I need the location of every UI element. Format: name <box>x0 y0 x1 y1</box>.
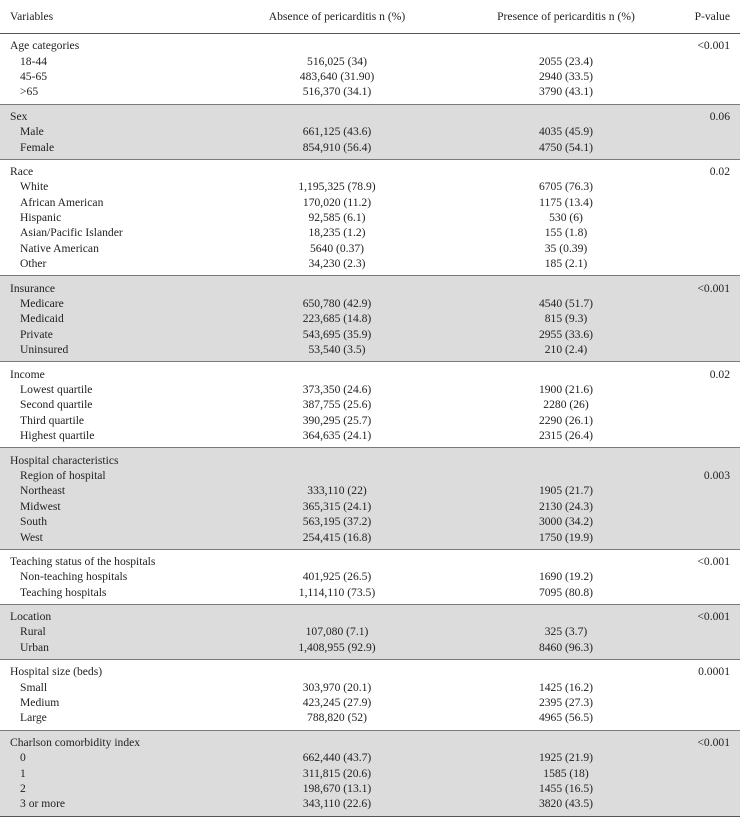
table-row <box>0 765 740 780</box>
group-title-row <box>0 34 740 54</box>
table-row <box>0 195 740 210</box>
row-label: Asian/Pacific Islander <box>20 226 123 240</box>
absence-value <box>228 468 446 483</box>
row-label: Other <box>20 257 47 271</box>
variable-group <box>0 362 740 448</box>
row-label: Hispanic <box>20 211 62 225</box>
presence-value: 7095 (80.8) <box>538 585 594 599</box>
p-value: 0.02 <box>686 362 740 382</box>
absence-value: 1,408,955 (92.9) <box>228 640 446 660</box>
absence-value: 343,110 (22.6) <box>228 796 446 816</box>
absence-value: 563,195 (37.2) <box>228 514 446 529</box>
row-label: Lowest quartile <box>20 383 93 396</box>
empty-cell <box>228 730 446 750</box>
absence-value: 387,755 (25.6) <box>302 398 372 412</box>
empty-cell <box>446 549 686 569</box>
empty-cell <box>228 362 446 382</box>
group-title: Income <box>0 362 228 382</box>
variable-group <box>0 448 740 549</box>
group-title: Hospital characteristics <box>0 448 228 468</box>
row-label: Second quartile <box>20 398 93 412</box>
table-row <box>0 483 740 498</box>
header-pvalue: P-value <box>686 0 740 34</box>
absence-value: 1,195,325 (78.9) <box>298 180 376 194</box>
empty-cell <box>228 448 446 468</box>
p-value <box>686 84 740 104</box>
p-value <box>686 796 740 816</box>
header-variables: Variables <box>0 0 228 34</box>
row-label: Female <box>0 139 228 159</box>
variable-group <box>0 730 740 816</box>
presence-value: 1750 (19.9) <box>446 529 686 549</box>
p-value: <0.001 <box>686 276 740 296</box>
row-label: Region of hospital <box>0 468 228 483</box>
row-label: Small <box>20 680 48 694</box>
absence-value: 516,370 (34.1) <box>302 85 372 99</box>
p-value <box>686 195 740 210</box>
row-label: Non-teaching hospitals <box>20 570 128 584</box>
presence-value: 1925 (21.9) <box>446 750 686 765</box>
row-label: 18-44 <box>20 54 48 68</box>
row-label: Native American <box>20 241 99 255</box>
row-label: Medium <box>20 696 60 710</box>
table-row <box>0 585 740 605</box>
presence-value <box>446 468 686 483</box>
variable-group <box>0 660 740 731</box>
row-label: Male <box>0 124 228 139</box>
p-value <box>686 296 740 311</box>
empty-cell <box>228 159 446 179</box>
absence-value: 516,025 (34) <box>307 54 367 68</box>
empty-cell <box>446 660 686 680</box>
empty-cell <box>228 276 446 296</box>
table-row <box>0 514 740 529</box>
absence-value: 34,230 (2.3) <box>308 257 366 271</box>
absence-value: 373,350 (24.6) <box>302 383 372 396</box>
table-row <box>0 695 740 710</box>
absence-value: 365,315 (24.1) <box>228 499 446 514</box>
table-row <box>0 468 740 483</box>
p-value: 0.0001 <box>686 660 740 680</box>
empty-cell <box>228 660 446 680</box>
table-row <box>0 296 740 311</box>
variable-group <box>0 549 740 604</box>
table-row <box>0 382 740 397</box>
row-label: West <box>0 529 228 549</box>
row-label: 3 or more <box>0 796 228 816</box>
row-label: Northeast <box>0 483 228 498</box>
absence-value: 401,925 (26.5) <box>302 570 372 584</box>
absence-value: 1,114,110 (73.5) <box>298 585 376 599</box>
p-value <box>686 210 740 225</box>
absence-value: 170,020 (11.2) <box>302 195 372 209</box>
empty-cell <box>446 159 686 179</box>
row-label: 0 <box>0 750 228 765</box>
p-value <box>686 781 740 796</box>
table-row <box>0 139 740 159</box>
row-label: 1 <box>0 765 228 780</box>
table-row <box>0 499 740 514</box>
p-value <box>686 311 740 326</box>
absence-value: 423,245 (27.9) <box>302 696 372 710</box>
p-value <box>686 124 740 139</box>
p-value <box>686 529 740 549</box>
empty-cell <box>446 104 686 124</box>
presence-value: 6705 (76.3) <box>538 180 594 194</box>
absence-value: 662,440 (43.7) <box>228 750 446 765</box>
presence-value: 210 (2.4) <box>446 342 686 362</box>
variable-group <box>0 34 740 105</box>
presence-value: 2940 (33.5) <box>538 69 594 83</box>
p-value <box>686 241 740 256</box>
row-label: Midwest <box>0 499 228 514</box>
table-row <box>0 640 740 660</box>
absence-value: 198,670 (13.1) <box>228 781 446 796</box>
p-value <box>686 483 740 498</box>
p-value: 0.02 <box>686 159 740 179</box>
p-value <box>686 53 740 68</box>
row-label: Teaching hospitals <box>20 585 107 599</box>
empty-cell <box>446 276 686 296</box>
presence-value: 155 (1.8) <box>544 226 588 240</box>
presence-value: 530 (6) <box>549 211 583 225</box>
table-row <box>0 781 740 796</box>
header-row <box>0 0 740 34</box>
row-label: Medicaid <box>0 311 228 326</box>
p-value: <0.001 <box>686 730 740 750</box>
p-value <box>686 569 740 584</box>
row-label: >65 <box>20 85 39 99</box>
p-value <box>686 448 740 468</box>
absence-value: 18,235 (1.2) <box>308 226 366 240</box>
p-value <box>686 139 740 159</box>
p-value <box>686 624 740 639</box>
table-row <box>0 529 740 549</box>
row-label: Medicare <box>0 296 228 311</box>
row-label: Urban <box>0 640 228 660</box>
presence-value: 2280 (26) <box>543 398 589 412</box>
table-row <box>0 124 740 139</box>
table-row <box>0 84 740 104</box>
presence-value: 815 (9.3) <box>446 311 686 326</box>
row-label: 2 <box>0 781 228 796</box>
row-label: Rural <box>0 624 228 639</box>
group-title-row <box>0 104 740 124</box>
group-title-row <box>0 362 740 382</box>
table-row <box>0 210 740 225</box>
presence-value: 1455 (16.5) <box>446 781 686 796</box>
table-row <box>0 69 740 84</box>
table-row <box>0 710 740 730</box>
table-row <box>0 679 740 694</box>
absence-value: 483,640 (31.90) <box>299 69 375 83</box>
variable-group <box>0 604 740 659</box>
presence-value: 2055 (23.4) <box>538 54 594 68</box>
presence-value: 4965 (56.5) <box>538 711 594 725</box>
presence-value: 325 (3.7) <box>446 624 686 639</box>
group-title-row <box>0 730 740 750</box>
table-row <box>0 428 740 448</box>
row-label: White <box>20 180 49 194</box>
empty-cell <box>446 730 686 750</box>
table-row <box>0 569 740 584</box>
row-label: South <box>0 514 228 529</box>
absence-value: 53,540 (3.5) <box>228 342 446 362</box>
absence-value: 303,970 (20.1) <box>302 680 372 694</box>
presence-value: 35 (0.39) <box>544 241 588 255</box>
empty-cell <box>228 604 446 624</box>
p-value <box>686 69 740 84</box>
group-title: Hospital size (beds) <box>0 660 228 680</box>
absence-value: 223,685 (14.8) <box>228 311 446 326</box>
table-row <box>0 256 740 276</box>
table-row <box>0 750 740 765</box>
presence-value: 3820 (43.5) <box>446 796 686 816</box>
group-title: Sex <box>0 104 228 124</box>
presence-value: 3790 (43.1) <box>538 85 594 99</box>
presence-value: 3000 (34.2) <box>446 514 686 529</box>
table-row <box>0 311 740 326</box>
p-value: 0.06 <box>686 104 740 124</box>
p-value <box>686 765 740 780</box>
p-value <box>686 342 740 362</box>
empty-cell <box>446 604 686 624</box>
p-value <box>686 514 740 529</box>
presence-value: 1690 (19.2) <box>538 570 594 584</box>
row-label: Uninsured <box>0 342 228 362</box>
p-value <box>686 640 740 660</box>
absence-value: 543,695 (35.9) <box>228 327 446 342</box>
row-label: 45-65 <box>20 69 48 83</box>
group-title-row <box>0 549 740 569</box>
row-label: African American <box>20 195 104 209</box>
p-value <box>686 695 740 710</box>
presence-value: 2955 (33.6) <box>446 327 686 342</box>
presence-value: 1900 (21.6) <box>538 383 594 396</box>
variable-group <box>0 276 740 362</box>
empty-cell <box>228 549 446 569</box>
presence-value: 4540 (51.7) <box>446 296 686 311</box>
absence-value: 390,295 (25.7) <box>302 413 372 427</box>
p-value: <0.001 <box>686 604 740 624</box>
table-row <box>0 225 740 240</box>
p-value <box>686 382 740 397</box>
presence-value: 4035 (45.9) <box>446 124 686 139</box>
row-label: Large <box>20 711 47 725</box>
group-title-row <box>0 276 740 296</box>
p-value: 0.003 <box>686 468 740 483</box>
p-value <box>686 710 740 730</box>
empty-cell <box>446 362 686 382</box>
presence-value: 1585 (18) <box>446 765 686 780</box>
empty-cell <box>228 104 446 124</box>
table-row <box>0 327 740 342</box>
table-row <box>0 413 740 428</box>
absence-value: 5640 (0.37) <box>309 241 365 255</box>
row-label: Private <box>0 327 228 342</box>
variable-group <box>0 104 740 159</box>
p-value <box>686 256 740 276</box>
absence-value: 333,110 (22) <box>228 483 446 498</box>
p-value <box>686 585 740 605</box>
presence-value: 185 (2.1) <box>544 257 588 271</box>
group-title-row <box>0 159 740 179</box>
absence-value: 661,125 (43.6) <box>228 124 446 139</box>
group-title: Charlson comorbidity index <box>0 730 228 750</box>
presence-value: 1425 (16.2) <box>538 680 594 694</box>
absence-value: 788,820 (52) <box>307 711 367 725</box>
table-row <box>0 796 740 816</box>
row-label: Highest quartile <box>20 429 95 443</box>
p-value <box>686 679 740 694</box>
table-row <box>0 397 740 412</box>
p-value <box>686 225 740 240</box>
group-title-row <box>0 660 740 680</box>
absence-value: 107,080 (7.1) <box>228 624 446 639</box>
group-title: Teaching status of the hospitals <box>0 549 228 569</box>
absence-value: 92,585 (6.1) <box>308 211 366 225</box>
header-absence: Absence of pericarditis n (%) <box>228 0 446 34</box>
p-value <box>686 428 740 448</box>
presence-value: 1175 (13.4) <box>539 195 593 209</box>
p-value <box>686 750 740 765</box>
presence-value: 8460 (96.3) <box>446 640 686 660</box>
presence-value: 4750 (54.1) <box>446 139 686 159</box>
presence-value: 2315 (26.4) <box>538 429 594 443</box>
presence-value: 2290 (26.1) <box>538 413 594 427</box>
empty-cell <box>446 448 686 468</box>
empty-cell <box>228 34 446 54</box>
table-row <box>0 241 740 256</box>
row-label: Third quartile <box>20 413 85 427</box>
p-value <box>686 413 740 428</box>
variable-group <box>0 159 740 276</box>
group-title-row <box>0 604 740 624</box>
absence-value: 364,635 (24.1) <box>302 429 372 443</box>
p-value <box>686 327 740 342</box>
absence-value: 854,910 (56.4) <box>228 139 446 159</box>
presence-value: 1905 (21.7) <box>446 483 686 498</box>
absence-value: 650,780 (42.9) <box>228 296 446 311</box>
absence-value: 311,815 (20.6) <box>228 765 446 780</box>
p-value <box>686 179 740 194</box>
table-row <box>0 53 740 68</box>
table-row <box>0 624 740 639</box>
presence-value: 2130 (24.3) <box>446 499 686 514</box>
header-presence: Presence of pericarditis n (%) <box>446 0 686 34</box>
p-value <box>686 397 740 412</box>
group-title: Age categories <box>10 39 80 53</box>
absence-value: 254,415 (16.8) <box>228 529 446 549</box>
group-title-row <box>0 448 740 468</box>
table-row <box>0 342 740 362</box>
table-header <box>0 0 740 34</box>
p-value: <0.001 <box>686 549 740 569</box>
group-title: Race <box>0 159 228 179</box>
p-value <box>686 499 740 514</box>
empty-cell <box>446 34 686 54</box>
presence-value: 2395 (27.3) <box>538 696 594 710</box>
table-row <box>0 179 740 194</box>
p-value: <0.001 <box>697 39 730 53</box>
group-title: Location <box>0 604 228 624</box>
group-title: Insurance <box>0 276 228 296</box>
